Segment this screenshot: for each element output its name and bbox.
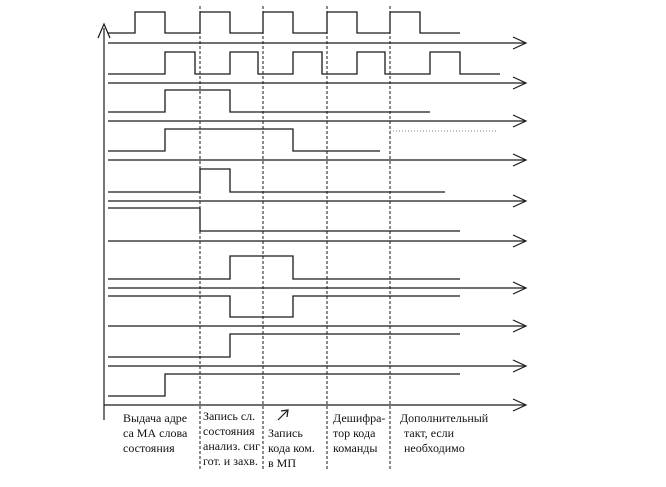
signal-6 xyxy=(108,208,526,247)
signal-5 xyxy=(108,169,526,208)
caption-line: тор кода xyxy=(333,426,376,440)
signal-3 xyxy=(108,90,526,127)
caption-line: кода ком. xyxy=(268,441,315,455)
caption-line: гот. и захв. xyxy=(203,454,258,468)
caption-line: команды xyxy=(333,441,378,455)
signal-clock-2 xyxy=(108,52,526,89)
phase-caption-5 xyxy=(400,411,488,456)
signal-7 xyxy=(108,256,526,294)
phase-caption-2 xyxy=(203,409,260,469)
caption-line: Запись xyxy=(268,426,303,440)
signal-9 xyxy=(108,334,526,372)
caption-line: са МА слова xyxy=(123,426,188,440)
caption-line: состояния xyxy=(203,424,255,438)
caption-line: состояния xyxy=(123,441,175,455)
phase-caption-3 xyxy=(268,426,315,471)
caption-line: Запись сл. xyxy=(203,409,256,423)
time-axis xyxy=(104,399,526,411)
pointer-arrow-icon xyxy=(278,410,288,420)
caption-line: анализ. сиг xyxy=(203,439,260,453)
caption-line: в МП xyxy=(268,456,297,470)
phase-caption-4 xyxy=(333,411,385,456)
phase-dividers xyxy=(200,6,390,470)
signal-clock-1 xyxy=(108,12,526,49)
caption-line: Дешифра- xyxy=(333,411,386,425)
signal-4 xyxy=(108,129,526,166)
signal-8 xyxy=(108,296,526,332)
caption-line: необходимо xyxy=(404,441,465,455)
signal-10 xyxy=(108,374,460,396)
caption-line: такт, если xyxy=(404,426,455,440)
caption-line: Выдача адре xyxy=(123,411,188,425)
phase-caption-1 xyxy=(123,411,187,456)
caption-line: Дополнительный xyxy=(400,411,489,425)
